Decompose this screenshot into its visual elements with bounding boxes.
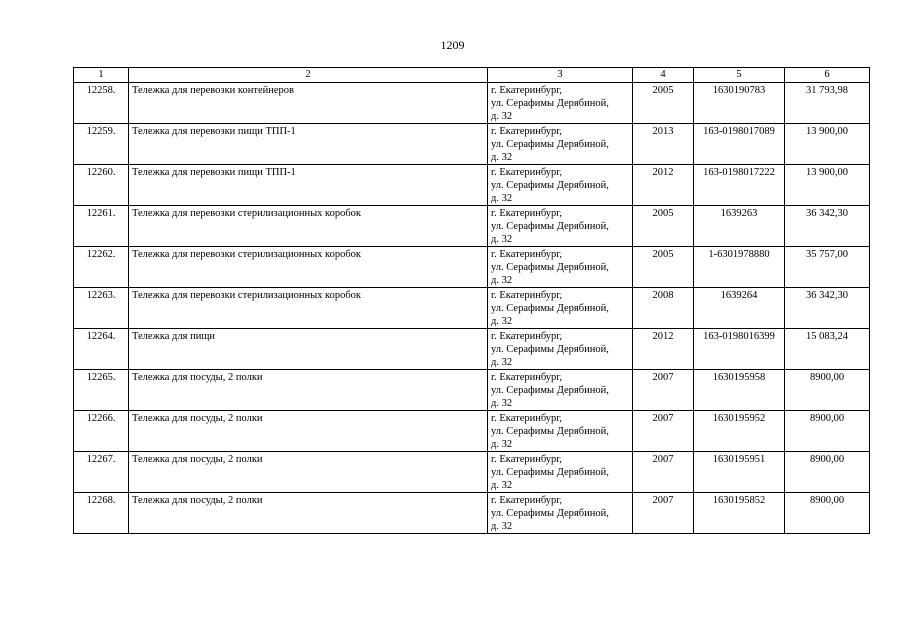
inventory-number: 1630195958 xyxy=(694,370,785,411)
address-line: д. 32 xyxy=(491,480,513,491)
table-row xyxy=(74,165,870,206)
item-cost: 31 793,98 xyxy=(785,83,870,124)
address-line: г. Екатеринбург, xyxy=(491,413,563,424)
inventory-number: 1630195952 xyxy=(694,411,785,452)
item-year: 2007 xyxy=(633,411,694,452)
item-year: 2007 xyxy=(633,452,694,493)
address-line: г. Екатеринбург, xyxy=(491,454,563,465)
address-line: г. Екатеринбург, xyxy=(491,167,563,178)
inventory-number: 1630195852 xyxy=(694,493,785,534)
item-address xyxy=(488,370,633,411)
row-number: 12264. xyxy=(74,329,129,370)
item-cost: 36 342,30 xyxy=(785,206,870,247)
table-row xyxy=(74,329,870,370)
item-cost: 13 900,00 xyxy=(785,165,870,206)
item-year: 2012 xyxy=(633,329,694,370)
item-cost: 8900,00 xyxy=(785,493,870,534)
address-line: д. 32 xyxy=(491,193,513,204)
address-line: ул. Серафимы Дерябиной, xyxy=(491,508,609,519)
item-name: Тележка для перевозки стерилизационных коробок xyxy=(129,247,488,288)
address-line: г. Екатеринбург, xyxy=(491,290,563,301)
address-line: ул. Серафимы Дерябиной, xyxy=(491,385,609,396)
item-name: Тележка для посуды, 2 полки xyxy=(129,411,488,452)
table-body xyxy=(74,83,870,534)
inventory-number: 1639264 xyxy=(694,288,785,329)
column-header-1: 1 xyxy=(74,68,129,83)
row-number: 12258. xyxy=(74,83,129,124)
item-name: Тележка для посуды, 2 полки xyxy=(129,493,488,534)
item-cost: 13 900,00 xyxy=(785,124,870,165)
inventory-number: 163-0198017089 xyxy=(694,124,785,165)
address-line: г. Екатеринбург, xyxy=(491,85,563,96)
item-year: 2005 xyxy=(633,206,694,247)
item-cost: 8900,00 xyxy=(785,452,870,493)
column-header-4: 4 xyxy=(633,68,694,83)
address-line: ул. Серафимы Дерябиной, xyxy=(491,221,609,232)
row-number: 12262. xyxy=(74,247,129,288)
item-name: Тележка для перевозки стерилизационных коробок xyxy=(129,206,488,247)
inventory-number: 1-6301978880 xyxy=(694,247,785,288)
item-year: 2007 xyxy=(633,370,694,411)
item-year: 2005 xyxy=(633,83,694,124)
item-address xyxy=(488,206,633,247)
row-number: 12266. xyxy=(74,411,129,452)
item-address xyxy=(488,329,633,370)
inventory-number: 163-0198017222 xyxy=(694,165,785,206)
address-line: г. Екатеринбург, xyxy=(491,208,563,219)
item-cost: 8900,00 xyxy=(785,411,870,452)
address-line: д. 32 xyxy=(491,316,513,327)
address-line: ул. Серафимы Дерябиной, xyxy=(491,467,609,478)
table-row xyxy=(74,493,870,534)
inventory-number: 1639263 xyxy=(694,206,785,247)
item-name: Тележка для перевозки пищи ТПП-1 xyxy=(129,165,488,206)
address-line: д. 32 xyxy=(491,357,513,368)
item-year: 2005 xyxy=(633,247,694,288)
address-line: ул. Серафимы Дерябиной, xyxy=(491,98,609,109)
item-cost: 15 083,24 xyxy=(785,329,870,370)
item-cost: 8900,00 xyxy=(785,370,870,411)
table-row xyxy=(74,452,870,493)
item-address xyxy=(488,247,633,288)
table-row xyxy=(74,288,870,329)
address-line: г. Екатеринбург, xyxy=(491,126,563,137)
column-header-3: 3 xyxy=(488,68,633,83)
address-line: д. 32 xyxy=(491,152,513,163)
address-line: ул. Серафимы Дерябиной, xyxy=(491,139,609,150)
row-number: 12268. xyxy=(74,493,129,534)
item-address xyxy=(488,83,633,124)
row-number: 12261. xyxy=(74,206,129,247)
address-line: г. Екатеринбург, xyxy=(491,331,563,342)
item-name: Тележка для перевозки стерилизационных коробок xyxy=(129,288,488,329)
table-row xyxy=(74,83,870,124)
item-address xyxy=(488,493,633,534)
address-line: г. Екатеринбург, xyxy=(491,495,563,506)
item-address xyxy=(488,165,633,206)
item-address xyxy=(488,452,633,493)
table-row xyxy=(74,206,870,247)
address-line: ул. Серафимы Дерябиной, xyxy=(491,426,609,437)
column-header-5: 5 xyxy=(694,68,785,83)
address-line: д. 32 xyxy=(491,111,513,122)
item-address xyxy=(488,411,633,452)
item-address xyxy=(488,288,633,329)
table-row xyxy=(74,411,870,452)
row-number: 12263. xyxy=(74,288,129,329)
address-line: д. 32 xyxy=(491,521,513,532)
column-header-2: 2 xyxy=(129,68,488,83)
table-row xyxy=(74,247,870,288)
item-year: 2008 xyxy=(633,288,694,329)
item-name: Тележка для посуды, 2 полки xyxy=(129,370,488,411)
inventory-number: 163-0198016399 xyxy=(694,329,785,370)
header-row xyxy=(74,68,870,83)
address-line: ул. Серафимы Дерябиной, xyxy=(491,303,609,314)
address-line: ул. Серафимы Дерябиной, xyxy=(491,344,609,355)
item-year: 2012 xyxy=(633,165,694,206)
item-cost: 36 342,30 xyxy=(785,288,870,329)
address-line: г. Екатеринбург, xyxy=(491,249,563,260)
item-address xyxy=(488,124,633,165)
row-number: 12259. xyxy=(74,124,129,165)
table-row xyxy=(74,124,870,165)
column-header-6: 6 xyxy=(785,68,870,83)
page-number: 1209 xyxy=(440,38,465,52)
address-line: ул. Серафимы Дерябиной, xyxy=(491,262,609,273)
row-number: 12265. xyxy=(74,370,129,411)
item-name: Тележка для пищи xyxy=(129,329,488,370)
row-number: 12260. xyxy=(74,165,129,206)
item-year: 2007 xyxy=(633,493,694,534)
address-line: д. 32 xyxy=(491,398,513,409)
table-row xyxy=(74,370,870,411)
item-name: Тележка для перевозки контейнеров xyxy=(129,83,488,124)
address-line: д. 32 xyxy=(491,275,513,286)
property-registry-table xyxy=(73,67,870,534)
address-line: д. 32 xyxy=(491,234,513,245)
inventory-number: 1630190783 xyxy=(694,83,785,124)
address-line: ул. Серафимы Дерябиной, xyxy=(491,180,609,191)
item-name: Тележка для перевозки пищи ТПП-1 xyxy=(129,124,488,165)
row-number: 12267. xyxy=(74,452,129,493)
address-line: г. Екатеринбург, xyxy=(491,372,563,383)
item-year: 2013 xyxy=(633,124,694,165)
table-header xyxy=(74,68,870,83)
item-name: Тележка для посуды, 2 полки xyxy=(129,452,488,493)
address-line: д. 32 xyxy=(491,439,513,450)
inventory-number: 1630195951 xyxy=(694,452,785,493)
item-cost: 35 757,00 xyxy=(785,247,870,288)
